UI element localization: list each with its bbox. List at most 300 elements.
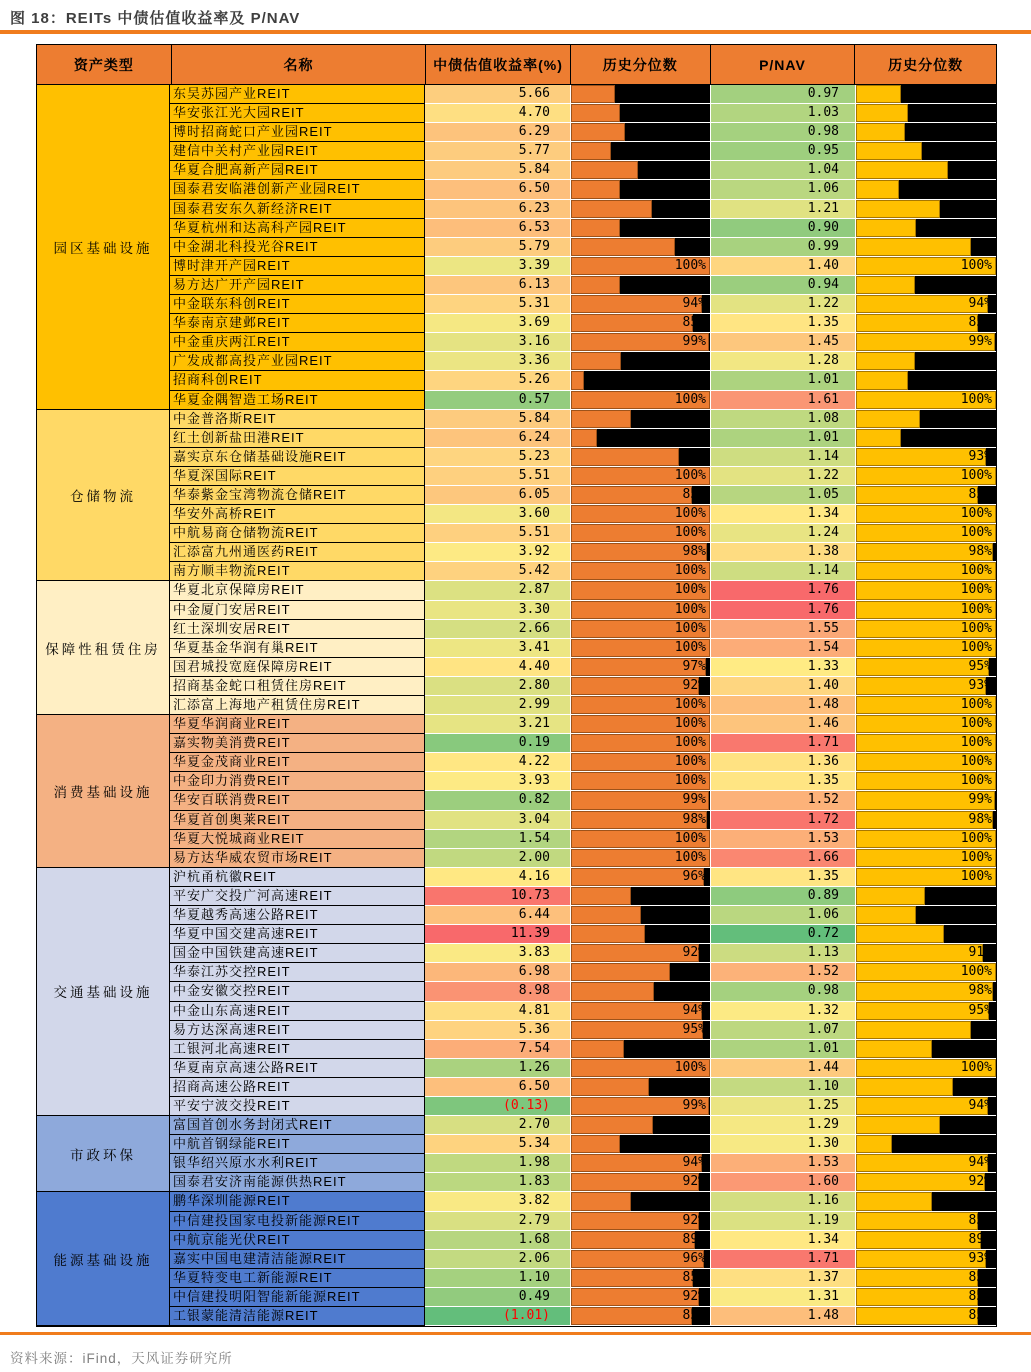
table-row <box>170 982 996 1001</box>
percentile-label: 100% <box>960 773 992 789</box>
percentile-label: 85% <box>682 1308 706 1323</box>
yield-percentile-cell <box>570 868 710 887</box>
pnav-percentile-cell <box>855 429 996 448</box>
table-row <box>170 524 996 543</box>
pnav-cell: 1.48 <box>710 1307 855 1326</box>
percentile-label: 100% <box>960 754 992 770</box>
table-row <box>170 868 996 887</box>
source-note: 资料来源：iFind，天风证券研究所 <box>10 1351 233 1366</box>
pnav-percentile-bar <box>856 1173 985 1191</box>
table-row <box>170 1040 996 1059</box>
pnav-percentile-cell <box>855 944 996 963</box>
yield-percentile-bar <box>571 429 597 447</box>
pnav-cell: 1.44 <box>710 1059 855 1078</box>
reit-name-cell: 华夏深国际REIT <box>170 467 425 486</box>
percentile-label: 85% <box>968 1308 992 1323</box>
table-row <box>170 543 996 562</box>
yield-cell: 5.51 <box>425 467 570 486</box>
percentile-label: 100% <box>674 849 706 865</box>
pnav-percentile-cell <box>855 906 996 925</box>
asset-type-cell: 消费基础设施 <box>37 715 170 868</box>
yield-percentile-cell <box>570 562 710 581</box>
yield-percentile-cell <box>570 658 710 677</box>
yield-cell: 3.92 <box>425 543 570 562</box>
reit-name-cell: 博时招商蛇口产业园REIT <box>170 123 425 142</box>
yield-cell: 5.34 <box>425 1135 570 1154</box>
yield-cell: 2.70 <box>425 1116 570 1135</box>
pnav-percentile-bar <box>856 1269 978 1287</box>
percentile-label: 95% <box>968 1002 992 1018</box>
yield-percentile-bar <box>571 219 620 237</box>
table-row <box>170 1307 996 1326</box>
percentile-label: 85% <box>968 315 992 331</box>
yield-cell: 2.00 <box>425 849 570 868</box>
yield-cell: 0.82 <box>425 791 570 810</box>
percentile-label: 100% <box>960 257 992 273</box>
reit-name-cell: 银华绍兴原水水利REIT <box>170 1154 425 1173</box>
pnav-percentile-bar <box>856 219 916 237</box>
percentile-label: 98% <box>968 544 992 560</box>
table-row <box>170 371 996 390</box>
yield-percentile-bar <box>571 161 638 179</box>
percentile-label: 100% <box>674 716 706 732</box>
reit-name-cell: 建信中关村产业园REIT <box>170 142 425 161</box>
yield-percentile-cell <box>570 1173 710 1192</box>
percentile-label: 92% <box>682 945 706 961</box>
pnav-percentile-cell <box>855 887 996 906</box>
yield-cell: 3.30 <box>425 601 570 620</box>
pnav-cell: 1.71 <box>710 734 855 753</box>
reit-name-cell: 中金普洛斯REIT <box>170 410 425 429</box>
table-row <box>170 1192 996 1211</box>
yield-percentile-cell <box>570 543 710 562</box>
percentile-label: 100% <box>674 601 706 617</box>
table-row <box>170 696 996 715</box>
pnav-percentile-cell <box>855 180 996 199</box>
table-row <box>170 238 996 257</box>
yield-cell: 3.69 <box>425 314 570 333</box>
pnav-percentile-cell <box>855 601 996 620</box>
percentile-label: 100% <box>960 1059 992 1075</box>
reit-name-cell: 华安外高桥REIT <box>170 505 425 524</box>
pnav-cell: 1.22 <box>710 467 855 486</box>
yield-percentile-cell <box>570 180 710 199</box>
reit-name-cell: 华夏杭州和达高科产园REIT <box>170 219 425 238</box>
table-row <box>170 944 996 963</box>
pnav-percentile-bar <box>856 123 905 141</box>
percentile-label: 98% <box>968 811 992 827</box>
pnav-cell: 1.21 <box>710 200 855 219</box>
yield-cell: 1.68 <box>425 1231 570 1250</box>
percentile-label: 93% <box>968 1250 992 1266</box>
yield-cell: 6.44 <box>425 906 570 925</box>
percentile-label: 94% <box>968 1155 992 1171</box>
reit-name-cell: 华夏越秀高速公路REIT <box>170 906 425 925</box>
percentile-label: 99% <box>968 792 992 808</box>
pnav-percentile-bar <box>856 85 901 103</box>
pnav-cell: 1.76 <box>710 581 855 600</box>
pnav-percentile-cell <box>855 1021 996 1040</box>
table-row <box>170 257 996 276</box>
percentile-label: 100% <box>674 257 706 273</box>
pnav-percentile-bar <box>856 1078 953 1096</box>
table-row <box>170 142 996 161</box>
pnav-percentile-cell <box>855 1307 996 1326</box>
yield-percentile-bar <box>571 1231 695 1249</box>
yield-cell: 5.42 <box>425 562 570 581</box>
yield-cell: 5.66 <box>425 85 570 104</box>
yield-percentile-cell <box>570 982 710 1001</box>
yield-percentile-cell <box>570 925 710 944</box>
pnav-percentile-cell <box>855 677 996 696</box>
percentile-label: 92% <box>682 1212 706 1228</box>
pnav-percentile-cell <box>855 982 996 1001</box>
yield-percentile-bar <box>571 1173 699 1191</box>
percentile-label: 98% <box>682 811 706 827</box>
yield-cell: 3.41 <box>425 639 570 658</box>
yield-percentile-bar <box>571 1116 653 1134</box>
yield-cell: 6.05 <box>425 486 570 505</box>
yield-percentile-cell <box>570 391 710 410</box>
col-header-yield-percentile: 历史分位数 <box>571 45 711 85</box>
pnav-cell: 0.99 <box>710 238 855 257</box>
percentile-label: 100% <box>674 735 706 751</box>
reit-name-cell: 国泰君安东久新经济REIT <box>170 200 425 219</box>
pnav-percentile-cell <box>855 696 996 715</box>
pnav-percentile-cell <box>855 1097 996 1116</box>
table-row <box>170 505 996 524</box>
yield-cell: 5.84 <box>425 410 570 429</box>
reit-name-cell: 中金山东高速REIT <box>170 1002 425 1021</box>
percentile-label: 100% <box>960 735 992 751</box>
yield-percentile-cell <box>570 1078 710 1097</box>
yield-percentile-bar <box>571 352 621 370</box>
yield-percentile-bar <box>571 85 615 103</box>
pnav-percentile-cell <box>855 581 996 600</box>
yield-cell: 4.16 <box>425 868 570 887</box>
yield-percentile-cell <box>570 410 710 429</box>
reit-name-cell: 嘉实京东仓储基础设施REIT <box>170 448 425 467</box>
pnav-cell: 1.24 <box>710 524 855 543</box>
asset-type-cell: 市政环保 <box>37 1116 170 1192</box>
table-row <box>170 811 996 830</box>
pnav-cell: 1.22 <box>710 295 855 314</box>
table-row <box>170 1288 996 1307</box>
col-header-yield: 中债估值收益率(%) <box>426 45 571 85</box>
reit-name-cell: 易方达广开产园REIT <box>170 276 425 295</box>
asset-type-cell: 仓储物流 <box>37 410 170 582</box>
table-row <box>170 639 996 658</box>
yield-percentile-cell <box>570 715 710 734</box>
pnav-cell: 0.94 <box>710 276 855 295</box>
yield-percentile-bar <box>571 944 699 962</box>
reit-name-cell: 中航首钢绿能REIT <box>170 1135 425 1154</box>
pnav-percentile-bar <box>856 486 978 504</box>
yield-percentile-cell <box>570 1307 710 1326</box>
yield-percentile-bar <box>571 180 620 198</box>
pnav-cell: 0.97 <box>710 85 855 104</box>
yield-cell: 5.77 <box>425 142 570 161</box>
yield-percentile-bar <box>571 1288 699 1306</box>
yield-percentile-cell <box>570 1059 710 1078</box>
reit-name-cell: 华夏金隅智造工场REIT <box>170 391 425 410</box>
percentile-label: 100% <box>674 773 706 789</box>
pnav-percentile-cell <box>855 791 996 810</box>
yield-cell: 0.57 <box>425 391 570 410</box>
reit-name-cell: 华夏合肥高新产园REIT <box>170 161 425 180</box>
pnav-percentile-bar <box>856 944 983 962</box>
yield-percentile-cell <box>570 524 710 543</box>
pnav-cell: 1.40 <box>710 257 855 276</box>
percentile-label: 91% <box>968 945 992 961</box>
yield-percentile-cell <box>570 429 710 448</box>
pnav-cell: 1.01 <box>710 1040 855 1059</box>
percentile-label: 94% <box>682 1002 706 1018</box>
yield-percentile-cell <box>570 1116 710 1135</box>
percentile-label: 96% <box>682 1250 706 1266</box>
yield-cell: 2.66 <box>425 620 570 639</box>
yield-cell: 5.51 <box>425 524 570 543</box>
table-row <box>170 1269 996 1288</box>
pnav-percentile-cell <box>855 963 996 982</box>
reit-name-cell: 国金中国铁建高速REIT <box>170 944 425 963</box>
reit-name-cell: 平安宁波交投REIT <box>170 1097 425 1116</box>
reit-name-cell: 工银河北高速REIT <box>170 1040 425 1059</box>
percentile-label: 100% <box>674 467 706 483</box>
yield-cell: 3.82 <box>425 1192 570 1211</box>
pnav-percentile-bar <box>856 1288 978 1306</box>
percentile-label: 85% <box>968 1212 992 1228</box>
percentile-label: 100% <box>960 830 992 846</box>
pnav-percentile-cell <box>855 486 996 505</box>
pnav-cell: 1.38 <box>710 543 855 562</box>
percentile-label: 100% <box>960 868 992 884</box>
pnav-percentile-cell <box>855 1269 996 1288</box>
pnav-cell: 1.45 <box>710 333 855 352</box>
yield-cell: 6.23 <box>425 200 570 219</box>
pnav-percentile-bar <box>856 1250 986 1268</box>
pnav-cell: 1.34 <box>710 505 855 524</box>
yield-percentile-cell <box>570 1040 710 1059</box>
table-row <box>170 849 996 868</box>
pnav-cell: 1.35 <box>710 772 855 791</box>
pnav-percentile-cell <box>855 123 996 142</box>
reit-name-cell: 华泰江苏交控REIT <box>170 963 425 982</box>
table-row <box>170 715 996 734</box>
percentile-label: 100% <box>960 639 992 655</box>
reit-name-cell: 易方达华威农贸市场REIT <box>170 849 425 868</box>
yield-percentile-cell <box>570 448 710 467</box>
table-row <box>170 429 996 448</box>
percentile-label: 93% <box>968 677 992 693</box>
pnav-percentile-bar <box>856 1021 971 1039</box>
yield-percentile-cell <box>570 276 710 295</box>
yield-percentile-cell <box>570 601 710 620</box>
pnav-percentile-bar <box>856 906 916 924</box>
yield-percentile-cell <box>570 830 710 849</box>
percentile-label: 94% <box>682 1155 706 1171</box>
table-row <box>170 123 996 142</box>
pnav-percentile-cell <box>855 868 996 887</box>
percentile-label: 100% <box>960 601 992 617</box>
pnav-cell: 1.06 <box>710 180 855 199</box>
pnav-cell: 1.35 <box>710 314 855 333</box>
pnav-percentile-cell <box>855 276 996 295</box>
percentile-label: 85% <box>968 1288 992 1304</box>
pnav-percentile-cell <box>855 219 996 238</box>
yield-cell: 2.80 <box>425 677 570 696</box>
reit-name-cell: 华安张江光大园REIT <box>170 104 425 123</box>
reit-name-cell: 华夏华润商业REIT <box>170 715 425 734</box>
yield-percentile-cell <box>570 295 710 314</box>
yield-percentile-cell <box>570 314 710 333</box>
yield-cell: 3.60 <box>425 505 570 524</box>
yield-percentile-bar <box>571 448 679 466</box>
reit-name-cell: 国君城投宽庭保障房REIT <box>170 658 425 677</box>
yield-cell: 2.06 <box>425 1250 570 1269</box>
reit-name-cell: 红土创新盐田港REIT <box>170 429 425 448</box>
percentile-label: 94% <box>968 296 992 312</box>
table-row <box>170 200 996 219</box>
pnav-percentile-cell <box>855 524 996 543</box>
yield-cell: 1.10 <box>425 1269 570 1288</box>
percentile-label: 100% <box>960 849 992 865</box>
yield-cell: 1.54 <box>425 830 570 849</box>
yield-cell: 4.70 <box>425 104 570 123</box>
pnav-percentile-cell <box>855 352 996 371</box>
yield-percentile-cell <box>570 486 710 505</box>
yield-cell: 3.04 <box>425 811 570 830</box>
reit-name-cell: 沪杭甬杭徽REIT <box>170 868 425 887</box>
reit-name-cell: 招商基金蛇口租赁住房REIT <box>170 677 425 696</box>
yield-percentile-bar <box>571 1135 620 1153</box>
yield-cell: 6.50 <box>425 1078 570 1097</box>
pnav-percentile-cell <box>855 505 996 524</box>
yield-percentile-cell <box>570 753 710 772</box>
yield-cell: 3.39 <box>425 257 570 276</box>
yield-cell: 2.79 <box>425 1212 570 1231</box>
yield-percentile-bar <box>571 963 670 981</box>
yield-percentile-cell <box>570 352 710 371</box>
percentile-label: 92% <box>968 1174 992 1190</box>
yield-percentile-bar <box>571 142 611 160</box>
top-rule <box>0 30 1031 34</box>
percentile-label: 100% <box>674 1059 706 1075</box>
pnav-cell: 1.31 <box>710 1288 855 1307</box>
reit-name-cell: 国泰君安济南能源供热REIT <box>170 1173 425 1192</box>
pnav-cell: 1.14 <box>710 562 855 581</box>
yield-cell: 11.39 <box>425 925 570 944</box>
yield-percentile-cell <box>570 1231 710 1250</box>
percentile-label: 89% <box>968 1231 992 1247</box>
table-row <box>170 677 996 696</box>
pnav-cell: 1.54 <box>710 639 855 658</box>
reit-name-cell: 东吴苏园产业REIT <box>170 85 425 104</box>
yield-percentile-cell <box>570 219 710 238</box>
yield-percentile-cell <box>570 1288 710 1307</box>
percentile-label: 100% <box>960 525 992 541</box>
reit-name-cell: 汇添富九州通医药REIT <box>170 543 425 562</box>
reit-name-cell: 广发成都高投产业园REIT <box>170 352 425 371</box>
yield-percentile-cell <box>570 238 710 257</box>
pnav-cell: 1.28 <box>710 352 855 371</box>
pnav-percentile-cell <box>855 830 996 849</box>
table-body <box>37 85 996 1326</box>
yield-cell: 6.24 <box>425 429 570 448</box>
pnav-percentile-cell <box>855 1078 996 1097</box>
yield-cell: 5.26 <box>425 371 570 390</box>
pnav-cell: 1.40 <box>710 677 855 696</box>
yield-percentile-cell <box>570 1002 710 1021</box>
yield-percentile-cell <box>570 104 710 123</box>
pnav-percentile-bar <box>856 180 899 198</box>
percentile-label: 89% <box>682 1231 706 1247</box>
reit-name-cell: 中航易商仓储物流REIT <box>170 524 425 543</box>
pnav-percentile-cell <box>855 1135 996 1154</box>
yield-cell: 0.19 <box>425 734 570 753</box>
yield-percentile-cell <box>570 944 710 963</box>
reits-table <box>36 44 997 1327</box>
yield-cell: 3.93 <box>425 772 570 791</box>
table-row <box>170 791 996 810</box>
pnav-percentile-bar <box>856 1040 932 1058</box>
pnav-percentile-cell <box>855 543 996 562</box>
pnav-percentile-bar <box>856 371 908 389</box>
asset-group-row <box>37 410 996 582</box>
pnav-percentile-cell <box>855 1154 996 1173</box>
yield-cell: 5.36 <box>425 1021 570 1040</box>
pnav-percentile-bar <box>856 1212 978 1230</box>
pnav-percentile-cell <box>855 734 996 753</box>
yield-percentile-cell <box>570 696 710 715</box>
pnav-percentile-bar <box>856 677 986 695</box>
reit-name-cell: 博时津开产园REIT <box>170 257 425 276</box>
yield-percentile-bar <box>571 677 699 695</box>
pnav-percentile-cell <box>855 1059 996 1078</box>
reit-name-cell: 中金厦门安居REIT <box>170 601 425 620</box>
yield-percentile-bar <box>571 371 584 389</box>
percentile-label: 100% <box>674 697 706 712</box>
pnav-percentile-cell <box>855 371 996 390</box>
pnav-percentile-cell <box>855 295 996 314</box>
pnav-cell: 1.53 <box>710 1154 855 1173</box>
table-row <box>170 486 996 505</box>
percentile-label: 96% <box>682 868 706 884</box>
yield-cell: 6.98 <box>425 963 570 982</box>
col-header-name: 名称 <box>172 45 426 85</box>
table-row <box>170 772 996 791</box>
asset-group-row <box>37 581 996 715</box>
pnav-percentile-cell <box>855 715 996 734</box>
yield-percentile-cell <box>570 371 710 390</box>
yield-percentile-bar <box>571 1078 649 1096</box>
pnav-percentile-bar <box>856 410 920 428</box>
yield-percentile-bar <box>571 906 641 924</box>
yield-percentile-bar <box>571 887 631 905</box>
pnav-cell: 1.35 <box>710 868 855 887</box>
yield-percentile-cell <box>570 734 710 753</box>
table-row <box>170 753 996 772</box>
yield-percentile-cell <box>570 677 710 696</box>
pnav-cell: 1.05 <box>710 486 855 505</box>
percentile-label: 100% <box>960 467 992 483</box>
pnav-percentile-bar <box>856 314 978 332</box>
pnav-percentile-bar <box>856 142 922 160</box>
pnav-cell: 1.61 <box>710 391 855 410</box>
yield-cell: 6.13 <box>425 276 570 295</box>
pnav-cell: 1.55 <box>710 620 855 639</box>
yield-cell: 2.99 <box>425 696 570 715</box>
